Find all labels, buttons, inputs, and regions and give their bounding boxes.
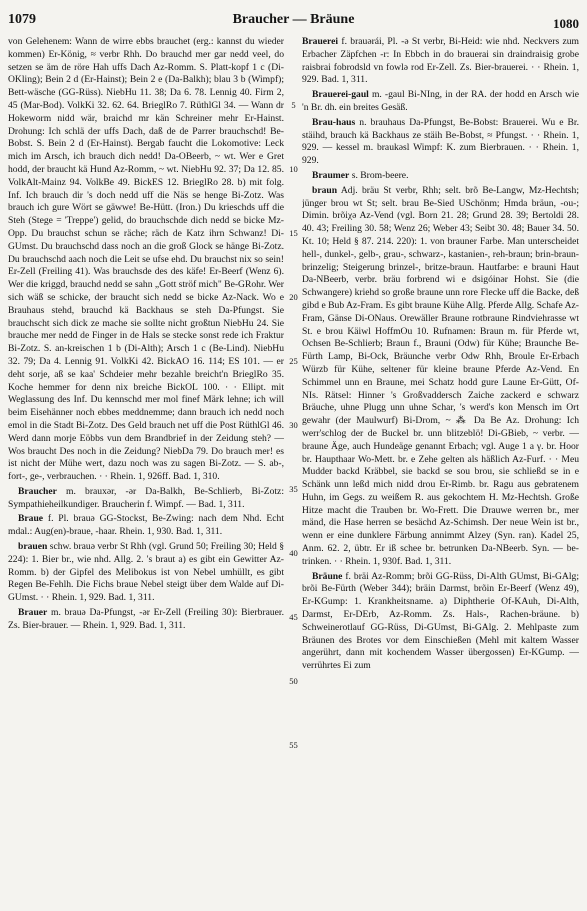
- entry-lemma: Braue: [18, 513, 44, 525]
- line-number: 30: [289, 420, 298, 430]
- line-number: 20: [289, 292, 298, 302]
- dictionary-entry: [8, 36, 284, 484]
- dictionary-entry: [302, 36, 579, 87]
- dictionary-entry: [8, 513, 284, 539]
- dictionary-entry: [302, 571, 579, 673]
- dictionary-entry: [302, 185, 579, 569]
- dictionary-entry: [8, 607, 284, 633]
- line-number: 50: [289, 676, 298, 686]
- entry-text: m. brauxər, -ər Da-Balkh, Be-Schlierb, Bi-Zotz: Sympathieheilkundiger. Braucherin f. Wimpf. — Bad. 1, 311.: [8, 485, 284, 510]
- entry-lemma: Brauerei-gaul: [312, 89, 369, 101]
- line-number: 40: [289, 548, 298, 558]
- entry-text: s. Brom-beere.: [351, 169, 409, 181]
- page-number-left: 1079: [8, 12, 36, 27]
- dictionary-entry: [8, 541, 284, 605]
- entry-lemma: Bräune: [312, 570, 343, 582]
- left-column: [8, 36, 284, 898]
- entry-lemma: Brauerei: [302, 36, 339, 47]
- entry-text: f. bräi Az-Romm; brõi GG-Rüss, Di-Alth GUmst, Bi-GAlg; brõi Be-Fürth (Weber 344); bräin Darmst, brõin Er-Beerf (Wenz 49), Er-KGump: 1. Krankheitsname. a) Diphtherie Of-KAuh, Di-Alth, Darmst, Er-DErb, Az-Romm. Zs. Hals-, Rachen-bräune. b) Schweinerotlauf GG-Rüss, Di-GUmst, Bi-GAlg. 2. Mehlpaste zum Bräunen des Brotes vor dem Einschießen (Mehl mit kaltem Wasser angerührt, dann mit kochendem Wasser übergossen) Er-KGump. — verrührtes Ei zum: [302, 570, 579, 672]
- line-number: 25: [289, 356, 298, 366]
- line-number: 10: [289, 164, 298, 174]
- entry-lemma: braun: [312, 184, 338, 196]
- line-number: 5: [291, 100, 296, 110]
- dictionary-entry: [302, 117, 579, 168]
- dictionary-entry: [302, 89, 579, 115]
- dictionary-entry: [302, 170, 579, 183]
- entry-text: von Gelehenem: Wann de wirre ebbs brauchet (erg.: kannst du wieder kommen) Er-König, ≈ verbr Rhh. Do brauchd mer gar nedd veel, do setzen se äm de röre Hah uffs Dach Az-Romm. S. Platt-kopf 1 c (Di-OKling); Bein 2 d (Er-Hainst); Bein 2 e (Da-Balkh); blau 3 b (Wimpf); Bett-wäsche (GG-Rüss). NiebHu 11. 38; Da 6. 78. Lennig 40. Firm 2, 45 (Mar-Bod). VolkKi 32. 62. 64. BrieglRo 7. RüthlGl 34. — Wann dr Hokeworm nidd wär, braichd mr kän Schreiner mehr Er-Hainst. Drohung: Ich schlä der uffs Dach, daß de de Parrer brauchschd! Be-Bobst. S. Bein 2 d (Er-Hainst). Bergab faucht die Lokomotive: Leck mich im Arsch, ich brauch dich nedd! Da-OBeerb, ~ wt. Wer e Gret hodd, der braucht kä Hund Az-Romm, ~ wt. NiebHu 92. 37; Da 12. 85. VolkAlt-Mainz 94. VolkBe 49. BickES 12. BrieglRo 28. b) mit folg. Inf. Ich brauch dir 's doch nedd uff die Näs se henge Bi-Zotz. Was brauch ich gure Wört se gäwwe! Be-Hütt. (Iron.) Du krieschds uff die Steh (Stege = 'Treppe') gelid, do brauchschde dich nedd se bicke Mz-Opp. Du brauchst schun se räche; räch de Katz ihrn Schwanz! Di-GUmst. Du brauchschd dass noch an die groß Glock se hänge Bi-Zotz. Du brauchschd aach noch die Leit se ufse ehd. Du brauchst nix so sein! Er-Zell (Freiling 41). Was brauchsde des des käfe! Er-Beerf (Wenz 6). Wer die kriggd, brauchd nedd se sahn „Gott ströf mich" Be-GRohr. Wer sich wäß se schicke, der braucht sich nedd se bicke Az-Nack. Wo e Brauhaus stehd, brauchd kä Backhaus se steh Da-Pfungst. Sie brauchscht sich dick ze mache sie sollte nicht großtun NiebHu 24. Sie brauche mer nedd de Finger in de Hals se stecke sonst rede ich Fraktur Bi-Zotz. S. an-kreischen 1 b (Di-Alth); Arsch 1 c (Be-Lind). NiebHu 32. 79; Da 4. Lennig 91. VolkKi 42. BickAO 16. 114; ES 101. — er deht sorje, aß se kaa' Schdeier mehr bezahle breicht'n BrieglRo 35. Koche hemmer for denn nix breiche BickOL 100. · · Ellipt. mit Weglassung des Inf. Du kennschd mer mol finef Märk lehne; ich will beim Eisehänner noch ebbes meddnemme; dann brauch ich nedd noch emol in die Stadt Bi-Zotz. Des Geld brauch net uff die Post RüthlGl 46. Werd dann morje Eöbbs vun dem Brandbrief in der Zeidung steh? — Wos braucht Des noch in die Zeidung? NiebDa 79. Do brauch mer! es ist nicht der Mühe wert, dazu noch was zu sagen Bi-Zotz. — S. ab-, fort-, ge-, verbrauchen. · · Rhein. 1, 926ff. Bad. 1, 310.: [8, 36, 284, 483]
- line-number: 15: [289, 228, 298, 238]
- entry-text: f. Pl. brauə GG-Stockst, Be-Zwing: nach dem Nhd. Echt mdal.: Aug(en)-braue, -haar. Rhein. 1, 930. Bad. 1, 311.: [8, 513, 284, 538]
- line-number: 35: [289, 484, 298, 494]
- entry-lemma: Braumer: [312, 169, 350, 181]
- entry-lemma: Brau-haus: [312, 116, 356, 128]
- page-number-right: 1080: [553, 16, 579, 31]
- page-header: [8, 12, 579, 30]
- entry-text: m. brauə Da-Pfungst, -ər Er-Zell (Freiling 30): Bierbrauer. Zs. Bier-brauer. — Rhein. 1, 929. Bad. 1, 311.: [8, 607, 284, 631]
- entry-text: Adj. bräu St verbr, Rhh; selt. brõ Be-Langw, Mz-Hechtsh; jünger brou wt St; selt. brau Be-Sied USchönm; Hmda bräun, -ou-; Dimin. brõiχə Az-Vend (vgl. Born 21. 28; Grund 28. 39; Bertoldi 28. 40. 43; Freiling 30. 58; Wenz 26; Weber 43; Seibt 30. 48; Bauer 34. 50. Kt. 10; Held § 87. 214. 220): 1. von brauner Farbe. Man unterscheidet hell-, dunkel-, gelb-, grau-, schwarz-, kastanien-, reh-braun; brin-braun-brinzelig; Steigerung brinzel-, britze-braun. Hautfarbe: e brauni Haut Da-NBeerb, verbr. bräu forbrend wi e dsigóinər Hohst. Sie (die Schwangere) kriehd so große braune unn rore Flecke uff die Backe, deß gibd e Bub Az-Fram. Es gibt braune Kühe Allg. Pferde Allg. Schafe Az-Fram, Gänse Di-ONaus. Orewäller Braune rotbraune Rindviehrasse wt St. e brou Käiwl HoffmOu 10. Rufnamen: Braun m. für Pferde wt, Ochsen Be-Schlierb; Braun f., Brauni (Odw) für Kühe; Braunche Be-Fürth Lamp, Bi-Ock, Bräunche verbr Odw Rhh, Broule Er-Erbach Würzb für Kühe, seltener für kleine braune Pferde Az-Vend. En Schimmel unn en Braune, mei Schatz hodd gure Laune Er-Gütt, Of-NIs. Rätsel: Hinner 's Großvaddersch Zaiche zackerd e schwarz Bräuche, uhne Plugg unn uhne Schar, 's werd's kon Mensch im Ort gewahr (der Maulwurf) Bi-Drom, ~ ⁂ Da Be Az. Drohung: Ich werr'schlog der de Buckel br. unn blitzeblö! Di-GBieb, ~ verbr. — braune Äge, auch Hundeäge genannt Erbach; vgl. Auge 1 a γ. br. Hoor br. Haupthaar Wo-Mett. br. e Zehe gelten als häßlich Az-Furf. · · Meu Mudder backd Kräbbel, sie backd se sou brou, sie schließd se in e Schänk unn leßd mich nidd drou Er-Rimb. br. Ragu aus gebratenem Huhn, im Gegs. zu weißem R. aus gekochtem H. Mz-Hechtsh. Große Hitze macht die Trauben br. Wo-Frett. Die Drauwe werren br., mer mänd, die Hase herren se besächd Az-Schimsh. Der neue Wein ist br., wenn er eine dunklere Färbung annimmt Alzey (Syn. ran). Kadel 25, Anm. 62. 2, übtr. Er iß schee br. betrunken Da-NBeerb. Syn. — be-trinken. · · Rhein. 1, 930f. Bad. 1, 311.: [302, 184, 579, 567]
- entry-text: schw. brauə verbr St Rhh (vgl. Grund 50; Freiling 30; Held § 224): 1. Bier br., wie nhd. Allg. 2. 's braut a) es gibt ein Gewitter Az-Romm. b) der Gipfel des Melibokus ist von Nebel umhüllt, es gibt Regen Be-Fehlh. Die Fichs braue Nebel steigt über dem Walde auf Di-GUmst. · · Rhein. 1, 929. Bad. 1, 311.: [8, 541, 284, 604]
- line-number: 45: [289, 612, 298, 622]
- line-number: 55: [289, 740, 298, 750]
- right-column: [302, 36, 579, 898]
- entry-lemma: brauen: [18, 541, 48, 553]
- dictionary-entry: [8, 486, 284, 512]
- entry-lemma: Braucher: [18, 485, 57, 497]
- running-title: Braucher — Bräune: [232, 12, 355, 27]
- entry-text: f. brauərái, Pl. -ə St verbr, Bi-Heid: wie nhd. Neckvers zum Erbacher Zäpfchen -r: In Ebbch in do brauerai sin draindraisig grobe raisbrai fobrodsld vn fowlə rod Er-Zell. Zs. Bier-brauerei. · · Rhein. 1, 929. Bad. 1, 311.: [302, 36, 579, 86]
- entry-lemma: Brauer: [18, 607, 48, 619]
- line-number-gutter: [287, 36, 300, 898]
- entry-text: m. -gaul Bi-NIng, in der RA. der hodd en Arsch wie 'n Br. dh. ein breites Gesäß.: [302, 89, 579, 113]
- entry-text: n. brauhaus Da-Pfungst, Be-Bobst: Brauerei. Wu e Br. stäihd, brauch kä Backhaus ze stäih Be-Bobst, ≈ Pfungst. · · Rhein. 1, 929. — kessel m. braukəsl Wimpf: K. zum Bierbrauen. · · Rhein. 1, 929.: [302, 116, 579, 167]
